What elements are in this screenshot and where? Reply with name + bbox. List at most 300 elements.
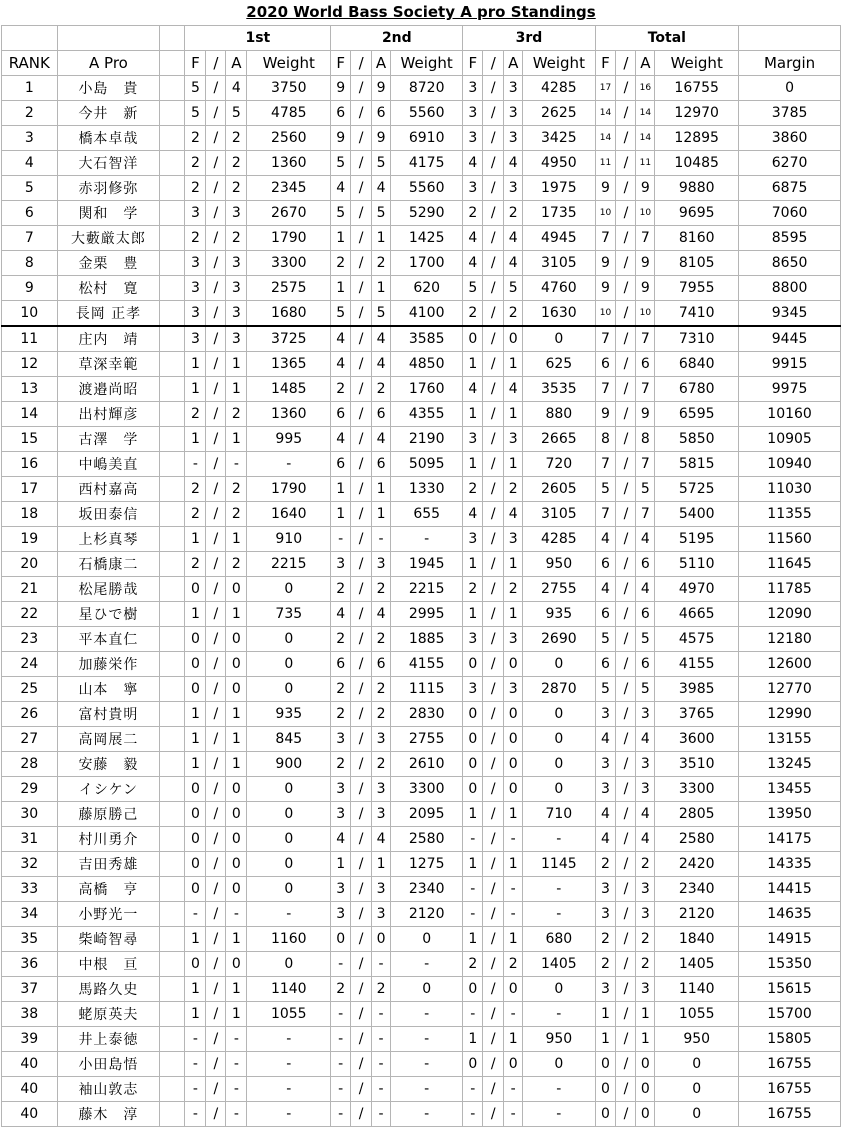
rank-cell[interactable]: 10 xyxy=(2,301,58,327)
f-cell[interactable]: 2 xyxy=(331,752,351,777)
weight-cell[interactable]: 1630 xyxy=(523,301,595,327)
total-weight-cell[interactable]: 4575 xyxy=(655,627,739,652)
f-cell[interactable]: 3 xyxy=(463,627,483,652)
total-a-cell[interactable]: 2 xyxy=(636,927,655,952)
slash-cell[interactable]: / xyxy=(483,677,504,702)
f-cell[interactable]: 4 xyxy=(331,827,351,852)
weight-cell[interactable]: - xyxy=(523,1077,595,1102)
f-cell[interactable]: 1 xyxy=(463,927,483,952)
rank-cell[interactable]: 29 xyxy=(2,777,58,802)
weight-cell[interactable]: 0 xyxy=(390,977,462,1002)
weight-cell[interactable]: 1790 xyxy=(247,226,331,251)
weight-cell[interactable]: 0 xyxy=(247,577,331,602)
slash-cell[interactable]: / xyxy=(351,452,372,477)
weight-cell[interactable]: 0 xyxy=(523,1052,595,1077)
rank-cell[interactable]: 12 xyxy=(2,352,58,377)
slash-cell[interactable]: / xyxy=(616,877,636,902)
a-cell[interactable]: 2 xyxy=(372,752,391,777)
slash-cell[interactable]: / xyxy=(483,377,504,402)
rank-cell[interactable]: 7 xyxy=(2,226,58,251)
a-cell[interactable]: - xyxy=(372,1077,391,1102)
weight-cell[interactable]: - xyxy=(390,1052,462,1077)
margin-cell[interactable]: 9975 xyxy=(739,377,841,402)
blank-cell[interactable] xyxy=(160,1102,185,1127)
blank-cell[interactable] xyxy=(160,151,185,176)
slash-cell[interactable]: / xyxy=(616,802,636,827)
total-a-cell[interactable]: 3 xyxy=(636,902,655,927)
a-cell[interactable]: 2 xyxy=(504,577,523,602)
rank-cell[interactable]: 3 xyxy=(2,126,58,151)
a-cell[interactable]: 0 xyxy=(226,852,247,877)
a-cell[interactable]: 4 xyxy=(372,602,391,627)
slash-cell[interactable]: / xyxy=(351,477,372,502)
blank-cell[interactable] xyxy=(160,452,185,477)
f-cell[interactable]: 1 xyxy=(463,852,483,877)
f-cell[interactable]: 1 xyxy=(331,502,351,527)
a-cell[interactable]: 1 xyxy=(226,702,247,727)
a-cell[interactable]: 0 xyxy=(504,727,523,752)
group-header-total[interactable]: Total xyxy=(595,26,739,51)
weight-cell[interactable]: 845 xyxy=(247,727,331,752)
a-cell[interactable]: - xyxy=(504,902,523,927)
weight-cell[interactable]: 3105 xyxy=(523,502,595,527)
slash-cell[interactable]: / xyxy=(351,977,372,1002)
a-cell[interactable]: 2 xyxy=(226,226,247,251)
slash-cell[interactable]: / xyxy=(206,176,226,201)
weight-cell[interactable]: 4850 xyxy=(390,352,462,377)
total-a-cell[interactable]: 8 xyxy=(636,427,655,452)
total-f-cell[interactable]: 0 xyxy=(595,1102,616,1127)
header-a[interactable]: A xyxy=(504,51,523,76)
header-a[interactable]: A xyxy=(372,51,391,76)
a-cell[interactable]: 4 xyxy=(372,352,391,377)
header-f[interactable]: F xyxy=(331,51,351,76)
slash-cell[interactable]: / xyxy=(351,877,372,902)
weight-cell[interactable]: 0 xyxy=(247,952,331,977)
pro-name-cell[interactable]: 藤木 淳 xyxy=(57,1102,160,1127)
a-cell[interactable]: - xyxy=(226,1027,247,1052)
f-cell[interactable]: 4 xyxy=(463,251,483,276)
margin-cell[interactable]: 13455 xyxy=(739,777,841,802)
pro-name-cell[interactable]: 高岡展二 xyxy=(57,727,160,752)
total-weight-cell[interactable]: 12895 xyxy=(655,126,739,151)
slash-cell[interactable]: / xyxy=(351,226,372,251)
a-cell[interactable]: 1 xyxy=(226,752,247,777)
slash-cell[interactable]: / xyxy=(351,276,372,301)
slash-cell[interactable]: / xyxy=(616,276,636,301)
a-cell[interactable]: 4 xyxy=(226,76,247,101)
weight-cell[interactable]: 4155 xyxy=(390,652,462,677)
a-cell[interactable]: 2 xyxy=(372,977,391,1002)
a-cell[interactable]: - xyxy=(372,527,391,552)
slash-cell[interactable]: / xyxy=(206,952,226,977)
total-f-cell[interactable]: 1 xyxy=(595,1002,616,1027)
pro-name-cell[interactable]: 安藤 毅 xyxy=(57,752,160,777)
total-f-cell[interactable]: 4 xyxy=(595,827,616,852)
a-cell[interactable]: 3 xyxy=(372,877,391,902)
rank-cell[interactable]: 5 xyxy=(2,176,58,201)
weight-cell[interactable]: - xyxy=(523,1102,595,1127)
slash-cell[interactable]: / xyxy=(351,727,372,752)
pro-name-cell[interactable]: 庄内 靖 xyxy=(57,326,160,352)
blank-cell[interactable] xyxy=(160,326,185,352)
f-cell[interactable]: 0 xyxy=(185,802,206,827)
margin-cell[interactable]: 11560 xyxy=(739,527,841,552)
f-cell[interactable]: 2 xyxy=(463,301,483,327)
rank-cell[interactable]: 36 xyxy=(2,952,58,977)
total-weight-cell[interactable]: 2340 xyxy=(655,877,739,902)
a-cell[interactable]: 0 xyxy=(504,977,523,1002)
total-f-cell[interactable]: 3 xyxy=(595,902,616,927)
a-cell[interactable]: 1 xyxy=(372,226,391,251)
weight-cell[interactable]: 1425 xyxy=(390,226,462,251)
slash-cell[interactable]: / xyxy=(616,402,636,427)
weight-cell[interactable]: 910 xyxy=(247,527,331,552)
a-cell[interactable]: 2 xyxy=(504,301,523,327)
a-cell[interactable]: - xyxy=(226,902,247,927)
slash-cell[interactable]: / xyxy=(483,552,504,577)
a-cell[interactable]: 5 xyxy=(372,301,391,327)
weight-cell[interactable]: 0 xyxy=(523,977,595,1002)
weight-cell[interactable]: 1945 xyxy=(390,552,462,577)
f-cell[interactable]: 2 xyxy=(185,226,206,251)
f-cell[interactable]: 1 xyxy=(463,602,483,627)
a-cell[interactable]: 3 xyxy=(504,527,523,552)
blank-cell[interactable] xyxy=(160,101,185,126)
f-cell[interactable]: 2 xyxy=(185,477,206,502)
rank-cell[interactable]: 34 xyxy=(2,902,58,927)
total-f-cell[interactable]: 3 xyxy=(595,752,616,777)
weight-cell[interactable]: - xyxy=(390,952,462,977)
total-weight-cell[interactable]: 9880 xyxy=(655,176,739,201)
slash-cell[interactable]: / xyxy=(483,126,504,151)
total-weight-cell[interactable]: 6840 xyxy=(655,352,739,377)
slash-cell[interactable]: / xyxy=(616,326,636,352)
slash-cell[interactable]: / xyxy=(616,727,636,752)
slash-cell[interactable]: / xyxy=(351,301,372,327)
rank-cell[interactable]: 23 xyxy=(2,627,58,652)
a-cell[interactable]: 4 xyxy=(372,176,391,201)
slash-cell[interactable]: / xyxy=(616,126,636,151)
f-cell[interactable]: 6 xyxy=(331,402,351,427)
f-cell[interactable]: 1 xyxy=(331,226,351,251)
a-cell[interactable]: 4 xyxy=(504,251,523,276)
slash-cell[interactable]: / xyxy=(616,452,636,477)
slash-cell[interactable]: / xyxy=(616,377,636,402)
slash-cell[interactable]: / xyxy=(206,377,226,402)
weight-cell[interactable]: - xyxy=(390,527,462,552)
f-cell[interactable]: - xyxy=(463,1077,483,1102)
total-f-cell[interactable]: 0 xyxy=(595,1077,616,1102)
rank-cell[interactable]: 24 xyxy=(2,652,58,677)
a-cell[interactable]: 3 xyxy=(372,727,391,752)
slash-cell[interactable]: / xyxy=(616,101,636,126)
total-weight-cell[interactable]: 0 xyxy=(655,1052,739,1077)
pro-name-cell[interactable]: 小田島悟 xyxy=(57,1052,160,1077)
total-weight-cell[interactable]: 7310 xyxy=(655,326,739,352)
f-cell[interactable]: 3 xyxy=(185,201,206,226)
blank-cell[interactable] xyxy=(160,802,185,827)
a-cell[interactable]: 1 xyxy=(372,477,391,502)
pro-name-cell[interactable]: 小島 貴 xyxy=(57,76,160,101)
weight-cell[interactable]: 5560 xyxy=(390,176,462,201)
blank-cell[interactable] xyxy=(160,226,185,251)
f-cell[interactable]: 0 xyxy=(463,1052,483,1077)
f-cell[interactable]: 5 xyxy=(331,301,351,327)
total-f-cell[interactable]: 14 xyxy=(595,101,616,126)
a-cell[interactable]: 1 xyxy=(504,927,523,952)
blank-cell[interactable] xyxy=(160,752,185,777)
slash-cell[interactable]: / xyxy=(206,502,226,527)
a-cell[interactable]: 2 xyxy=(504,952,523,977)
weight-cell[interactable]: - xyxy=(523,877,595,902)
blank-cell[interactable] xyxy=(160,602,185,627)
weight-cell[interactable]: - xyxy=(247,452,331,477)
total-a-cell[interactable]: 5 xyxy=(636,627,655,652)
f-cell[interactable]: 2 xyxy=(185,502,206,527)
total-a-cell[interactable]: 6 xyxy=(636,552,655,577)
a-cell[interactable]: 2 xyxy=(226,502,247,527)
pro-name-cell[interactable]: 大石智洋 xyxy=(57,151,160,176)
rank-cell[interactable]: 28 xyxy=(2,752,58,777)
f-cell[interactable]: 3 xyxy=(331,777,351,802)
total-f-cell[interactable]: 9 xyxy=(595,176,616,201)
a-cell[interactable]: 0 xyxy=(226,802,247,827)
a-cell[interactable]: 6 xyxy=(372,652,391,677)
f-cell[interactable]: 3 xyxy=(331,552,351,577)
margin-cell[interactable]: 9915 xyxy=(739,352,841,377)
f-cell[interactable]: - xyxy=(463,827,483,852)
f-cell[interactable]: 1 xyxy=(463,802,483,827)
pro-name-cell[interactable]: 西村嘉高 xyxy=(57,477,160,502)
a-cell[interactable]: 2 xyxy=(226,176,247,201)
blank-cell[interactable] xyxy=(160,552,185,577)
weight-cell[interactable]: 2340 xyxy=(390,877,462,902)
a-cell[interactable]: 0 xyxy=(504,1052,523,1077)
a-cell[interactable]: - xyxy=(372,952,391,977)
f-cell[interactable]: 4 xyxy=(331,427,351,452)
f-cell[interactable]: - xyxy=(331,1077,351,1102)
a-cell[interactable]: 1 xyxy=(226,602,247,627)
f-cell[interactable]: 1 xyxy=(463,402,483,427)
total-a-cell[interactable]: 7 xyxy=(636,452,655,477)
weight-cell[interactable]: 0 xyxy=(247,877,331,902)
total-a-cell[interactable]: 0 xyxy=(636,1052,655,1077)
total-f-cell[interactable]: 3 xyxy=(595,702,616,727)
blank-cell[interactable] xyxy=(160,827,185,852)
rank-cell[interactable]: 35 xyxy=(2,927,58,952)
blank-cell[interactable] xyxy=(160,1077,185,1102)
slash-cell[interactable]: / xyxy=(206,677,226,702)
slash-cell[interactable]: / xyxy=(351,101,372,126)
a-cell[interactable]: 3 xyxy=(226,301,247,327)
weight-cell[interactable]: - xyxy=(247,902,331,927)
f-cell[interactable]: 0 xyxy=(463,326,483,352)
f-cell[interactable]: 0 xyxy=(185,827,206,852)
slash-cell[interactable]: / xyxy=(206,827,226,852)
blank-cell[interactable] xyxy=(160,1002,185,1027)
f-cell[interactable]: 2 xyxy=(463,577,483,602)
margin-cell[interactable]: 15805 xyxy=(739,1027,841,1052)
f-cell[interactable]: 4 xyxy=(463,502,483,527)
total-a-cell[interactable]: 9 xyxy=(636,402,655,427)
a-cell[interactable]: 0 xyxy=(226,777,247,802)
a-cell[interactable]: - xyxy=(372,1102,391,1127)
slash-cell[interactable]: / xyxy=(616,76,636,101)
f-cell[interactable]: 4 xyxy=(331,326,351,352)
f-cell[interactable]: - xyxy=(331,527,351,552)
slash-cell[interactable]: / xyxy=(616,1052,636,1077)
rank-cell[interactable]: 2 xyxy=(2,101,58,126)
slash-cell[interactable]: / xyxy=(616,226,636,251)
total-weight-cell[interactable]: 3985 xyxy=(655,677,739,702)
header-slash[interactable]: / xyxy=(206,51,226,76)
blank-cell[interactable] xyxy=(160,301,185,327)
f-cell[interactable]: 2 xyxy=(463,201,483,226)
header-weight[interactable]: Weight xyxy=(247,51,331,76)
slash-cell[interactable]: / xyxy=(483,1052,504,1077)
weight-cell[interactable]: 2560 xyxy=(247,126,331,151)
total-a-cell[interactable]: 5 xyxy=(636,677,655,702)
a-cell[interactable]: - xyxy=(372,1002,391,1027)
f-cell[interactable]: 5 xyxy=(331,201,351,226)
blank-cell[interactable] xyxy=(160,402,185,427)
a-cell[interactable]: 0 xyxy=(504,326,523,352)
a-cell[interactable]: 2 xyxy=(372,577,391,602)
pro-name-cell[interactable]: 金栗 豊 xyxy=(57,251,160,276)
total-f-cell[interactable]: 6 xyxy=(595,552,616,577)
margin-cell[interactable]: 16755 xyxy=(739,1077,841,1102)
f-cell[interactable]: 0 xyxy=(463,977,483,1002)
f-cell[interactable]: 4 xyxy=(331,352,351,377)
f-cell[interactable]: 0 xyxy=(185,677,206,702)
f-cell[interactable]: - xyxy=(331,952,351,977)
total-a-cell[interactable]: 6 xyxy=(636,352,655,377)
a-cell[interactable]: 1 xyxy=(372,852,391,877)
a-cell[interactable]: 3 xyxy=(504,101,523,126)
slash-cell[interactable]: / xyxy=(483,602,504,627)
header-rank[interactable]: RANK xyxy=(2,51,58,76)
f-cell[interactable]: 5 xyxy=(331,151,351,176)
f-cell[interactable]: 2 xyxy=(331,251,351,276)
slash-cell[interactable]: / xyxy=(206,151,226,176)
margin-cell[interactable]: 13950 xyxy=(739,802,841,827)
pro-name-cell[interactable]: 中根 亘 xyxy=(57,952,160,977)
total-a-cell[interactable]: 4 xyxy=(636,727,655,752)
slash-cell[interactable]: / xyxy=(483,402,504,427)
total-a-cell[interactable]: 10 xyxy=(636,301,655,327)
rank-cell[interactable]: 38 xyxy=(2,1002,58,1027)
blank-cell[interactable] xyxy=(160,51,185,76)
margin-cell[interactable]: 10905 xyxy=(739,427,841,452)
blank-cell[interactable] xyxy=(160,702,185,727)
weight-cell[interactable]: - xyxy=(523,827,595,852)
total-weight-cell[interactable]: 6595 xyxy=(655,402,739,427)
f-cell[interactable]: 1 xyxy=(185,602,206,627)
a-cell[interactable]: 0 xyxy=(504,752,523,777)
total-weight-cell[interactable]: 950 xyxy=(655,1027,739,1052)
margin-cell[interactable]: 3785 xyxy=(739,101,841,126)
total-weight-cell[interactable]: 2120 xyxy=(655,902,739,927)
total-f-cell[interactable]: 11 xyxy=(595,151,616,176)
slash-cell[interactable]: / xyxy=(351,1102,372,1127)
slash-cell[interactable]: / xyxy=(206,326,226,352)
total-weight-cell[interactable]: 8105 xyxy=(655,251,739,276)
pro-name-cell[interactable]: 井上泰徳 xyxy=(57,1027,160,1052)
total-f-cell[interactable]: 10 xyxy=(595,201,616,226)
total-weight-cell[interactable]: 4970 xyxy=(655,577,739,602)
slash-cell[interactable]: / xyxy=(483,427,504,452)
header-weight[interactable]: Weight xyxy=(655,51,739,76)
f-cell[interactable]: - xyxy=(331,1102,351,1127)
slash-cell[interactable]: / xyxy=(351,402,372,427)
margin-cell[interactable]: 12600 xyxy=(739,652,841,677)
slash-cell[interactable]: / xyxy=(206,552,226,577)
weight-cell[interactable]: 1700 xyxy=(390,251,462,276)
weight-cell[interactable]: 2610 xyxy=(390,752,462,777)
total-f-cell[interactable]: 14 xyxy=(595,126,616,151)
slash-cell[interactable]: / xyxy=(351,777,372,802)
f-cell[interactable]: 2 xyxy=(463,952,483,977)
slash-cell[interactable]: / xyxy=(351,502,372,527)
weight-cell[interactable]: 8720 xyxy=(390,76,462,101)
a-cell[interactable]: 1 xyxy=(504,552,523,577)
rank-cell[interactable]: 16 xyxy=(2,452,58,477)
weight-cell[interactable]: 1735 xyxy=(523,201,595,226)
f-cell[interactable]: 0 xyxy=(463,777,483,802)
header-f[interactable]: F xyxy=(185,51,206,76)
a-cell[interactable]: 1 xyxy=(504,602,523,627)
total-weight-cell[interactable]: 3600 xyxy=(655,727,739,752)
blank-cell[interactable] xyxy=(160,527,185,552)
f-cell[interactable]: 1 xyxy=(185,977,206,1002)
blank-cell[interactable] xyxy=(739,26,841,51)
slash-cell[interactable]: / xyxy=(351,1002,372,1027)
f-cell[interactable]: 4 xyxy=(463,377,483,402)
rank-cell[interactable]: 4 xyxy=(2,151,58,176)
f-cell[interactable]: 1 xyxy=(185,377,206,402)
total-f-cell[interactable]: 17 xyxy=(595,76,616,101)
total-weight-cell[interactable]: 0 xyxy=(655,1102,739,1127)
a-cell[interactable]: 3 xyxy=(504,627,523,652)
group-header-3rd[interactable]: 3rd xyxy=(463,26,595,51)
slash-cell[interactable]: / xyxy=(483,76,504,101)
rank-cell[interactable]: 33 xyxy=(2,877,58,902)
slash-cell[interactable]: / xyxy=(616,1027,636,1052)
total-f-cell[interactable]: 1 xyxy=(595,1027,616,1052)
a-cell[interactable]: 4 xyxy=(504,226,523,251)
pro-name-cell[interactable]: 吉田秀雄 xyxy=(57,852,160,877)
total-a-cell[interactable]: 11 xyxy=(636,151,655,176)
total-a-cell[interactable]: 4 xyxy=(636,527,655,552)
f-cell[interactable]: 3 xyxy=(331,802,351,827)
f-cell[interactable]: 1 xyxy=(331,276,351,301)
f-cell[interactable]: 4 xyxy=(463,226,483,251)
margin-cell[interactable]: 6270 xyxy=(739,151,841,176)
rank-cell[interactable]: 40 xyxy=(2,1052,58,1077)
f-cell[interactable]: - xyxy=(331,1002,351,1027)
margin-cell[interactable]: 12770 xyxy=(739,677,841,702)
slash-cell[interactable]: / xyxy=(206,1027,226,1052)
slash-cell[interactable]: / xyxy=(616,702,636,727)
a-cell[interactable]: 6 xyxy=(372,402,391,427)
weight-cell[interactable]: 935 xyxy=(523,602,595,627)
f-cell[interactable]: 2 xyxy=(185,176,206,201)
slash-cell[interactable]: / xyxy=(206,1002,226,1027)
total-f-cell[interactable]: 5 xyxy=(595,477,616,502)
total-weight-cell[interactable]: 1840 xyxy=(655,927,739,952)
sheet-title-cell[interactable] xyxy=(0,0,842,25)
